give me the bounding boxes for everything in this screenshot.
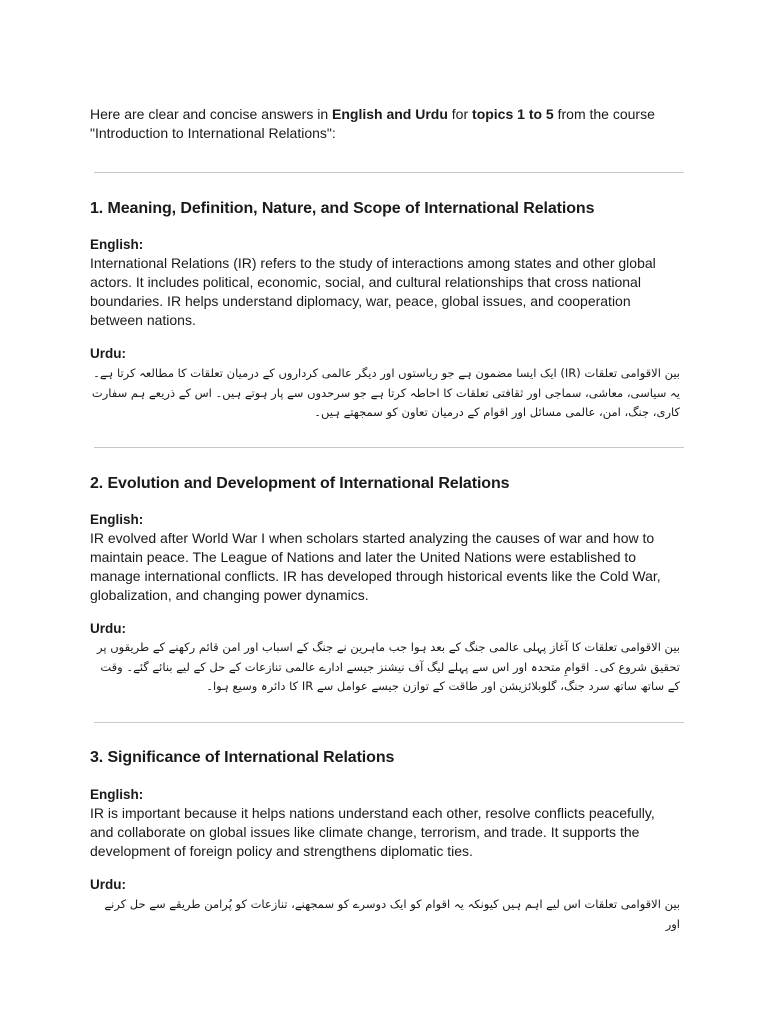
english-answer-text: International Relations (IR) refers to the study of interactions among states and other global actors. It includes political, economic, social, and cultural relationships that cross national boundaries. IR helps understand diplomacy, war, peace, global issues, and cooperation between nations. [90, 255, 656, 328]
divider [94, 172, 684, 173]
english-answer-text: IR is important because it helps nations understand each other, resolve conflicts peacefully, and collaborate on global issues like climate change, terrorism, and trade. It supports the development of foreign policy and strengthens diplomatic ties. [90, 805, 655, 859]
intro-bold-topics: topics 1 to 5 [472, 106, 554, 122]
urdu-label [90, 345, 680, 363]
intro-text-3: from the course [553, 106, 655, 122]
english-label [90, 511, 680, 529]
urdu-label-text: Urdu: [90, 621, 126, 636]
urdu-answer-text: بین الاقوامی تعلقات اس لیے اہم ہیں کیونکہ یہ اقوام کو ایک دوسرے کو سمجھنے، تنازعات کو پُرامن طریقے سے حل کرنے اور [104, 897, 680, 931]
section-2 [90, 474, 680, 494]
section-1 [90, 199, 680, 219]
intro-paragraph [90, 105, 680, 143]
intro-bold-languages: English and Urdu [332, 106, 448, 122]
intro-text-1: Here are clear and concise answers in [90, 106, 333, 122]
urdu-answer [90, 895, 680, 934]
english-label-text: English: [90, 512, 144, 527]
english-answer [90, 529, 680, 605]
section-title: 1. Meaning, Definition, Nature, and Scope of International Relations [90, 200, 595, 217]
english-label [90, 786, 680, 804]
english-label-text: English: [90, 787, 144, 802]
section-title: 2. Evolution and Development of International Relations [90, 475, 510, 492]
urdu-answer-text: بین الاقوامی تعلقات کا آغاز پہلی عالمی جنگ کے بعد ہوا جب ماہرین نے جنگ کے اسباب اور امن قائم رکھنے کے طریقوں پر تحقیق شروع کی۔ اقوامِ متحدہ اور اس سے پہلے لیگ آف نیشنز جیسے ادارے عالمی تنازعات کے حل کے لیے بنائے گئے۔ وقت کے ساتھ ساتھ سرد جنگ، گلوبلائزیشن اور طاقت کے توازن جیسے عوامل سے IR کا دائرہ وسیع ہوا۔ [97, 640, 680, 693]
urdu-label-text: Urdu: [90, 346, 126, 361]
urdu-label [90, 876, 680, 894]
intro-course-name: "Introduction to International Relations": [90, 125, 336, 141]
section-3 [90, 748, 680, 768]
urdu-answer [90, 638, 680, 697]
english-label [90, 236, 680, 254]
section-title: 3. Significance of International Relations [90, 749, 395, 766]
english-answer-text: IR evolved after World War I when scholars started analyzing the causes of war and how to maintain peace. The League of Nations and later the United Nations were established to manage international conflicts. IR has developed through historical events like the Cold War, globalization, and changing power dynamics. [90, 530, 661, 603]
urdu-label-text: Urdu: [90, 877, 126, 892]
english-answer [90, 804, 680, 861]
english-answer [90, 254, 680, 330]
urdu-answer-text: بین الاقوامی تعلقات (IR) ایک ایسا مضمون ہے جو ریاستوں اور دیگر عالمی کرداروں کے درمیان تعلقات کا مطالعہ کرتا ہے۔ یہ سیاسی، معاشی، سماجی اور ثقافتی تعلقات کا احاطہ کرتا ہے جو سرحدوں سے پار ہوتے ہیں۔ اس کے ذریعے ہم سفارت کاری، جنگ، امن، عالمی مسائل اور اقوام کے درمیان تعاون کو سمجھتے ہیں۔ [91, 366, 680, 419]
divider [94, 722, 684, 723]
intro-text-2: for [447, 106, 473, 122]
urdu-label [90, 620, 680, 638]
english-label-text: English: [90, 237, 144, 252]
urdu-answer [90, 364, 680, 423]
divider [94, 447, 684, 448]
